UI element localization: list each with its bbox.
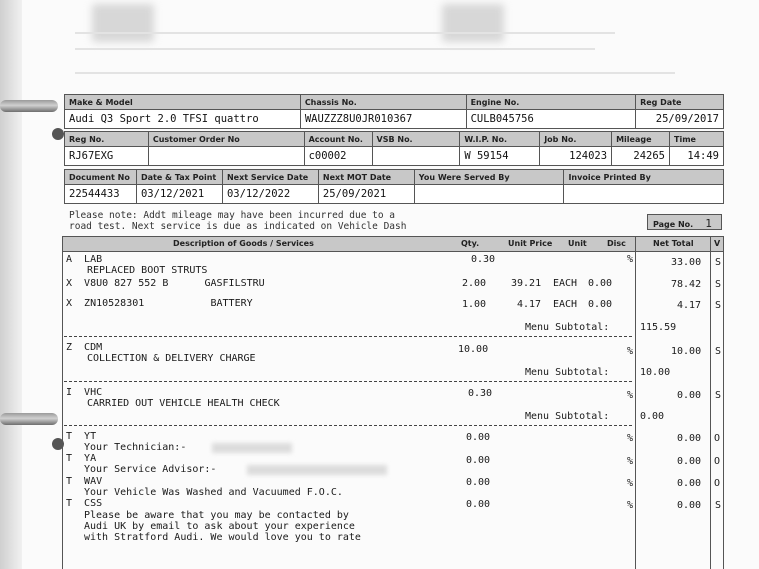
served-by-value (414, 185, 564, 204)
line-disc: 0.00 (588, 278, 613, 289)
chassis-label: Chassis No. (300, 95, 466, 110)
col-qty: Qty. (461, 239, 480, 248)
engine-value: CULB045756 (466, 110, 636, 129)
account-value: c00002 (304, 147, 372, 166)
line-qty: 0.00 (466, 455, 491, 466)
line-disc: 0.00 (588, 299, 613, 310)
line-vat: S (715, 300, 722, 311)
wip-value: W 59154 (460, 147, 540, 166)
chassis-value: WAUZZZ8U0JR010367 (300, 110, 466, 129)
redacted-logo-right (442, 4, 504, 42)
account-label: Account No. (304, 132, 372, 147)
next-mot-label: Next MOT Date (318, 170, 414, 185)
engine-label: Engine No. (466, 95, 636, 110)
line-code: X V8U0 827 552 B GASFILSTRU (66, 278, 265, 289)
line-desc: Audi UK by email to ask about your experience (84, 521, 355, 532)
tax-point-value: 03/12/2021 (136, 185, 222, 204)
faint-address-line (75, 48, 595, 50)
line-net: 33.00 (671, 257, 702, 268)
line-vat: S (715, 390, 722, 401)
redacted-logo-left (92, 4, 154, 42)
col-v: V (714, 239, 721, 248)
col-description: Description of Goods / Services (173, 239, 314, 248)
line-qty: 10.00 (458, 344, 489, 355)
section-divider (64, 336, 632, 337)
col-unit: Unit (568, 239, 587, 248)
line-pct: % (627, 500, 634, 511)
binder-ring (0, 100, 58, 112)
line-pct: % (627, 346, 634, 357)
line-net: 0.00 (677, 433, 702, 444)
line-code: A LAB (66, 254, 103, 265)
line-desc: Your Vehicle Was Washed and Vacuumed F.O.C. (84, 487, 343, 498)
doc-no-value: 22544433 (65, 185, 137, 204)
line-desc: REPLACED BOOT STRUTS (87, 265, 208, 276)
binder-edge (0, 0, 22, 569)
customer-order-value (148, 147, 304, 166)
line-vat: S (715, 346, 722, 357)
line-unit: EACH (553, 278, 578, 289)
section-divider (64, 381, 632, 382)
line-desc: Your Technician:- (84, 442, 187, 453)
line-code: X ZN10528301 BATTERY (66, 298, 253, 309)
line-qty: 0.30 (468, 388, 493, 399)
subtotal-label: Menu Subtotal: (525, 367, 610, 378)
redacted-name (247, 465, 387, 475)
reg-date-label: Reg Date (636, 95, 724, 110)
printed-by-label: Invoice Printed By (564, 170, 724, 185)
binder-ring (0, 413, 58, 425)
line-qty: 0.00 (466, 432, 491, 443)
faint-address-line (75, 72, 675, 74)
line-qty: 0.30 (471, 254, 496, 265)
subtotal-value: 115.59 (640, 322, 677, 333)
subtotal-label: Menu Subtotal: (525, 411, 610, 422)
subtotal-value: 0.00 (640, 411, 665, 422)
line-vat: O (714, 478, 721, 489)
vehicle-table (64, 94, 724, 129)
line-desc: Please be aware that you may be contacted by (84, 510, 349, 521)
line-unit: EACH (553, 299, 578, 310)
line-pct: % (627, 433, 634, 444)
mileage-label: Mileage (612, 132, 670, 147)
vsb-value (372, 147, 460, 166)
line-net: 0.00 (677, 390, 702, 401)
line-qty: 0.00 (466, 499, 491, 510)
printed-by-value (564, 185, 724, 204)
vsb-label: VSB No. (372, 132, 460, 147)
line-desc: CARRIED OUT VEHICLE HEALTH CHECK (87, 398, 280, 409)
mileage-value: 24265 (612, 147, 670, 166)
line-code: I VHC (66, 387, 103, 398)
column-divider (635, 236, 636, 569)
line-pct: % (627, 254, 634, 265)
line-vat: O (714, 456, 721, 467)
wip-label: W.I.P. No. (460, 132, 540, 147)
page-number-box (647, 214, 722, 230)
line-qty: 0.00 (466, 477, 491, 488)
customer-order-label: Customer Order No (148, 132, 304, 147)
section-divider (64, 425, 632, 426)
line-price: 4.17 (517, 299, 542, 310)
line-code: Z CDM (66, 342, 103, 353)
line-code: T YA (66, 453, 97, 464)
line-desc: COLLECTION & DELIVERY CHARGE (87, 353, 256, 364)
line-items-header (62, 236, 724, 252)
line-vat: O (714, 433, 721, 444)
col-unit-price: Unit Price (508, 239, 553, 248)
line-desc: with Stratford Audi. We would love you to rate (84, 532, 361, 543)
next-service-value: 03/12/2022 (222, 185, 318, 204)
line-code: T YT (66, 431, 97, 442)
line-vat: S (715, 257, 722, 268)
job-value: 124023 (540, 147, 612, 166)
reg-date-value: 25/09/2017 (636, 110, 724, 129)
column-divider (710, 236, 711, 569)
page-number: 1 (705, 217, 712, 230)
punch-hole (52, 128, 64, 140)
faint-address-line (75, 32, 615, 34)
job-label: Job No. (540, 132, 612, 147)
line-vat: S (715, 279, 722, 290)
line-pct: % (627, 456, 634, 467)
mileage-note: Please note: Addt mileage may have been incurred due to a road test. Next service is due as indicated on Vehicle Dash (69, 210, 407, 232)
make-model-label: Make & Model (65, 95, 301, 110)
line-net: 4.17 (677, 300, 702, 311)
make-model-value: Audi Q3 Sport 2.0 TFSI quattro (65, 110, 301, 129)
page-label: Page No. (653, 220, 694, 229)
reg-no-value: RJ67EXG (65, 147, 149, 166)
line-qty: 1.00 (462, 299, 487, 310)
col-disc: Disc (607, 239, 626, 248)
line-net: 10.00 (671, 346, 702, 357)
line-desc: Your Service Advisor:- (84, 464, 217, 475)
line-net: 78.42 (671, 279, 702, 290)
line-net: 0.00 (677, 478, 702, 489)
order-table (64, 131, 724, 166)
line-net: 0.00 (677, 456, 702, 467)
line-code: T WAV (66, 476, 103, 487)
doc-no-label: Document No (65, 170, 137, 185)
document-table (64, 169, 724, 204)
subtotal-value: 10.00 (640, 367, 671, 378)
reg-no-label: Reg No. (65, 132, 149, 147)
time-value: 14:49 (670, 147, 724, 166)
line-qty: 2.00 (462, 278, 487, 289)
line-pct: % (627, 390, 634, 401)
time-label: Time (670, 132, 724, 147)
next-mot-value: 25/09/2021 (318, 185, 414, 204)
served-by-label: You Were Served By (414, 170, 564, 185)
redacted-name (212, 443, 292, 453)
line-pct: % (627, 478, 634, 489)
next-service-label: Next Service Date (222, 170, 318, 185)
subtotal-label: Menu Subtotal: (525, 322, 610, 333)
line-code: T CSS (66, 498, 103, 509)
col-net-total: Net Total (653, 239, 694, 248)
line-price: 39.21 (511, 278, 542, 289)
line-vat: S (715, 500, 722, 511)
line-net: 0.00 (677, 500, 702, 511)
tax-point-label: Date & Tax Point (136, 170, 222, 185)
